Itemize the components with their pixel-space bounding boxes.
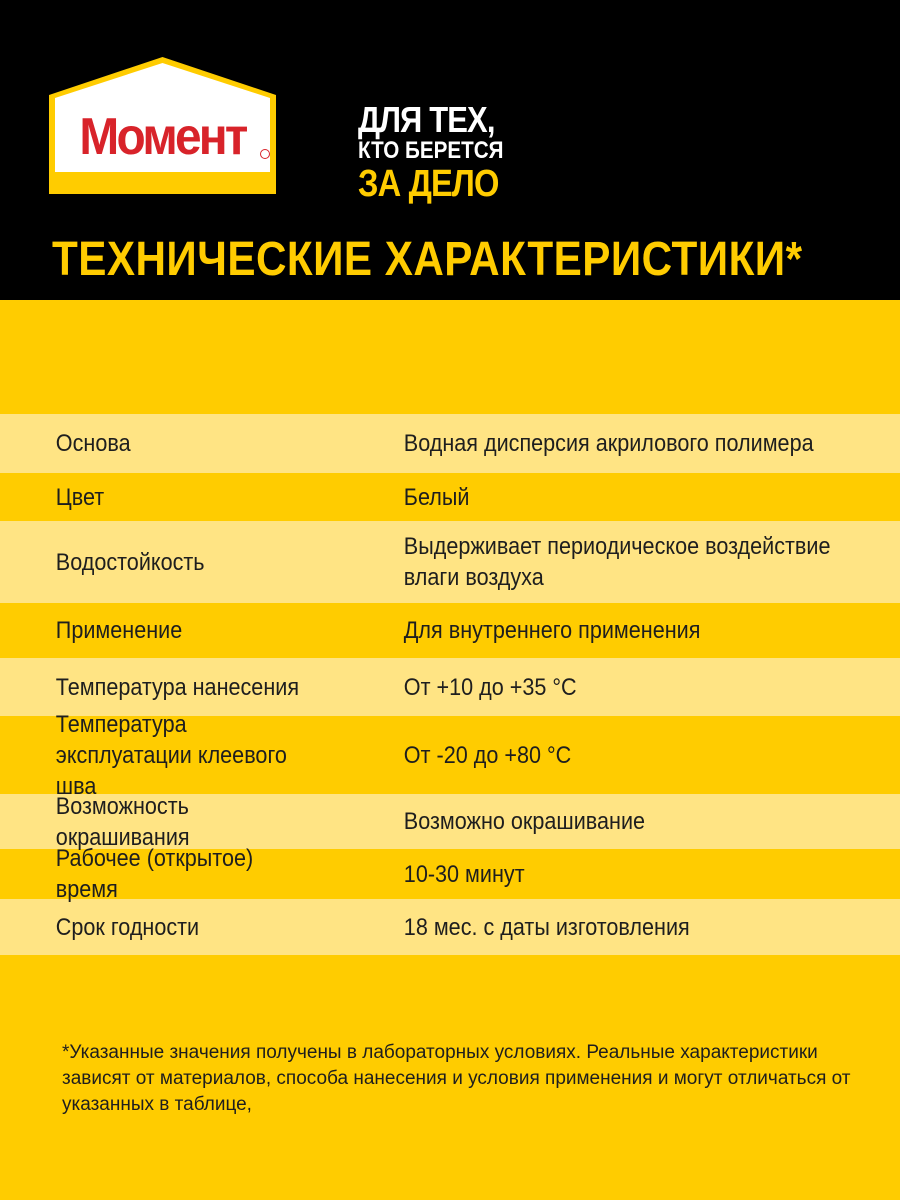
spec-row-paintability xyxy=(0,794,900,849)
page-title: ТЕХНИЧЕСКИЕ ХАРАКТЕРИСТИКИ* xyxy=(52,233,803,286)
brand-logo xyxy=(49,57,276,194)
spec-label: Цвет xyxy=(55,483,105,511)
spec-label: Рабочее (открытое) время xyxy=(55,845,254,903)
specs-table xyxy=(0,414,900,955)
spec-value: Водная дисперсия акрилового полимера xyxy=(403,430,814,457)
spec-value: 10-30 минут xyxy=(403,860,525,888)
spec-row-base xyxy=(0,414,900,473)
registered-mark-icon xyxy=(260,149,270,159)
spec-value: Выдерживает периодическое воздействие влаги воздуха xyxy=(403,533,831,591)
spec-label: Температура эксплуатации клеевого шва xyxy=(55,710,287,800)
footnote: *Указанные значения получены в лабораторных условиях. Реальные характеристики зависят от материалов, способа нанесения и условия применения и могут отличаться от указанных в таблице, xyxy=(62,1042,851,1115)
slogan xyxy=(358,99,504,205)
spec-label: Водостойкость xyxy=(55,548,205,576)
spec-row-water-resistance xyxy=(0,521,900,603)
slogan-line-3: ЗА ДЕЛО xyxy=(358,163,499,205)
spec-label: Возможность окрашивания xyxy=(55,792,190,851)
header-banner xyxy=(0,0,900,300)
spec-label: Температура нанесения xyxy=(55,673,300,701)
spec-label: Основа xyxy=(55,430,131,457)
spec-value: Для внутреннего применения xyxy=(403,617,701,644)
spec-row-application xyxy=(0,603,900,658)
logo-wordmark: Момент xyxy=(79,108,246,166)
spec-row-color xyxy=(0,473,900,521)
spec-row-open-time xyxy=(0,845,900,903)
slogan-line-1: ДЛЯ ТЕХ, xyxy=(358,99,495,140)
spec-value: Белый xyxy=(403,483,470,511)
spec-value: 18 мес. с даты изготовления xyxy=(403,913,690,941)
spec-label: Срок годности xyxy=(55,913,200,941)
spec-label: Применение xyxy=(55,617,183,644)
spec-row-shelf-life xyxy=(0,899,900,955)
spec-value: Возможно окрашивание xyxy=(403,808,646,835)
spec-row-operating-temperature xyxy=(0,710,900,800)
slogan-line-2: КТО БЕРЕТСЯ xyxy=(358,137,504,164)
spec-value: От -20 до +80 °С xyxy=(403,741,572,769)
spec-value: От +10 до +35 °С xyxy=(403,673,577,701)
spec-row-application-temperature xyxy=(0,658,900,716)
